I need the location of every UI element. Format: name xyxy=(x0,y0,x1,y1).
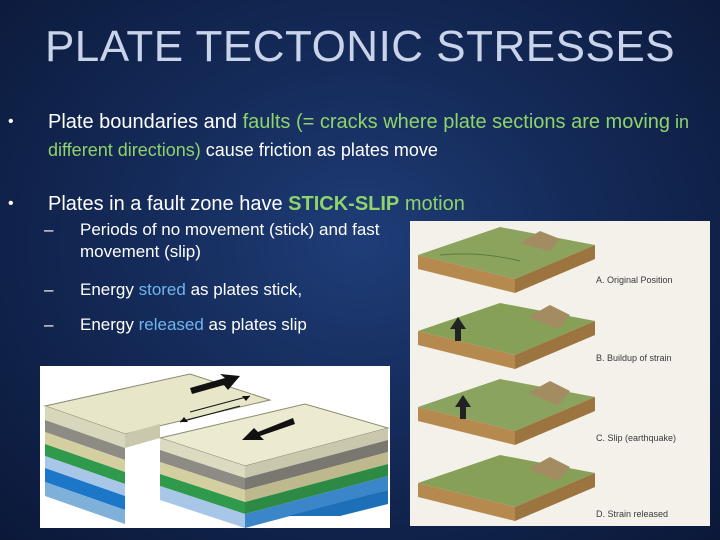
stick-slip-term: STICK-SLIP xyxy=(288,193,400,215)
bullet-faults-directions: in different directions) xyxy=(48,112,690,160)
bullet-faults xyxy=(8,108,698,164)
slide-title: PLATE TECTONIC STRESSES xyxy=(44,22,676,71)
panel-label-a: A. Original Position xyxy=(596,275,673,285)
sub-item-stored-pre: Energy xyxy=(80,280,139,299)
sub-item-periods xyxy=(44,219,380,263)
sub-item-stored xyxy=(44,279,380,301)
sub-item-stored-post: as plates stick, xyxy=(185,280,303,299)
bullet-stick-slip xyxy=(8,190,698,218)
dash-marker: – xyxy=(44,280,54,299)
sub-item-released-pre: Energy xyxy=(80,315,139,334)
stored-term: stored xyxy=(138,280,186,299)
bullet-marker: • xyxy=(8,113,14,130)
sub-item-periods-text: Periods of no movement (stick) and fast movement (slip) xyxy=(80,220,380,261)
sub-item-released-post: as plates slip xyxy=(203,315,307,334)
sub-item-released xyxy=(44,314,380,336)
released-term: released xyxy=(138,315,204,334)
panel-label-c: C. Slip (earthquake) xyxy=(596,433,677,443)
stick-slip-stages-illustration xyxy=(410,221,710,526)
bullet-stick-slip-text: Plates in a fault zone have xyxy=(48,193,289,215)
panel-label-b: B. Buildup of strain xyxy=(596,353,672,363)
strike-slip-fault-illustration xyxy=(40,366,390,528)
bullet-faults-text: Plate boundaries and xyxy=(48,111,243,133)
panel-label-d: D. Strain released xyxy=(596,509,669,519)
dash-marker: – xyxy=(44,315,54,334)
dash-marker: – xyxy=(44,220,54,239)
bullet-marker: • xyxy=(8,195,14,212)
bullet-faults-friction: cause friction as plates move xyxy=(200,140,438,160)
bullet-faults-definition: faults (= cracks where plate sections are moving xyxy=(242,111,671,133)
stick-slip-motion: motion xyxy=(399,193,465,215)
